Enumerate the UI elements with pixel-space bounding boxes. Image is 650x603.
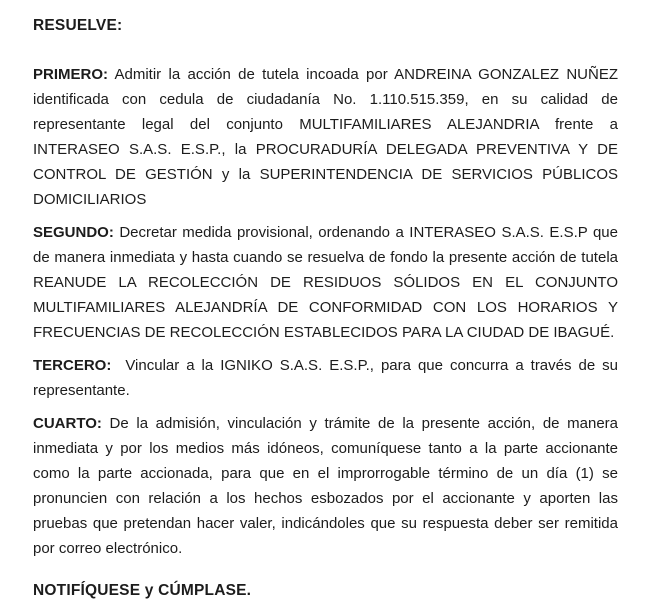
paragraph-cuarto: [33, 411, 618, 561]
paragraph-tercero: [33, 353, 618, 403]
paragraph-primero: [33, 62, 618, 212]
paragraph-tercero-label: TERCERO:: [33, 357, 112, 374]
paragraph-segundo: [33, 220, 618, 345]
paragraph-tercero-text: Vincular a la IGNIKO S.A.S. E.S.P., para que concurra a través de su representante.: [33, 357, 618, 399]
paragraph-segundo-label: SEGUNDO:: [33, 224, 114, 241]
document-heading: RESUELVE:: [33, 17, 123, 34]
paragraph-cuarto-label: CUARTO:: [33, 415, 102, 432]
paragraph-segundo-text: Decretar medida provisional, ordenando a INTERASEO S.A.S. E.S.P que de manera inmediata y hasta cuando se resuelva de fondo la presente acción de tutela REANUDE LA RECOLECCIÓN DE RESIDUOS SÓLIDOS EN EL CONJUNTO MULTIFAMILIARES ALEJANDRÍA DE CONFORMIDAD CON LOS HORARIOS Y FRECUENCIAS DE RECOLECCIÓN ESTABLECIDOS PARA LA CIUDAD DE IBAGUÉ.: [33, 224, 618, 341]
paragraph-primero-text: Admitir la acción de tutela incoada por ANDREINA GONZALEZ NUÑEZ identificada con cedula de ciudadanía No. 1.110.515.359, en su calidad de representante legal del conjunto MULTIFAMILIARES ALEJANDRIA frente a INTERASEO S.A.S. E.S.P., la PROCURADURÍA DELEGADA PREVENTIVA Y DE CONTROL DE GESTIÓN y la SUPERINTENDENCIA DE SERVICIOS PÚBLICOS DOMICILIARIOS: [33, 66, 619, 208]
paragraph-cuarto-text: De la admisión, vinculación y trámite de la presente acción, de manera inmediata y por los medios más idóneos, comuníquese tanto a la parte accionante como la parte accionada, para que en el improrrogable término de un día (1) se pronuncien con relación a los hechos esbozados por el accionante y aporten las pruebas que pretendan hacer valer, indicándoles que su respuesta deber ser remitida por correo electrónico.: [33, 415, 619, 557]
document-closing: NOTIFÍQUESE y CÚMPLASE.: [33, 582, 252, 599]
paragraph-primero-label: PRIMERO:: [33, 66, 108, 83]
